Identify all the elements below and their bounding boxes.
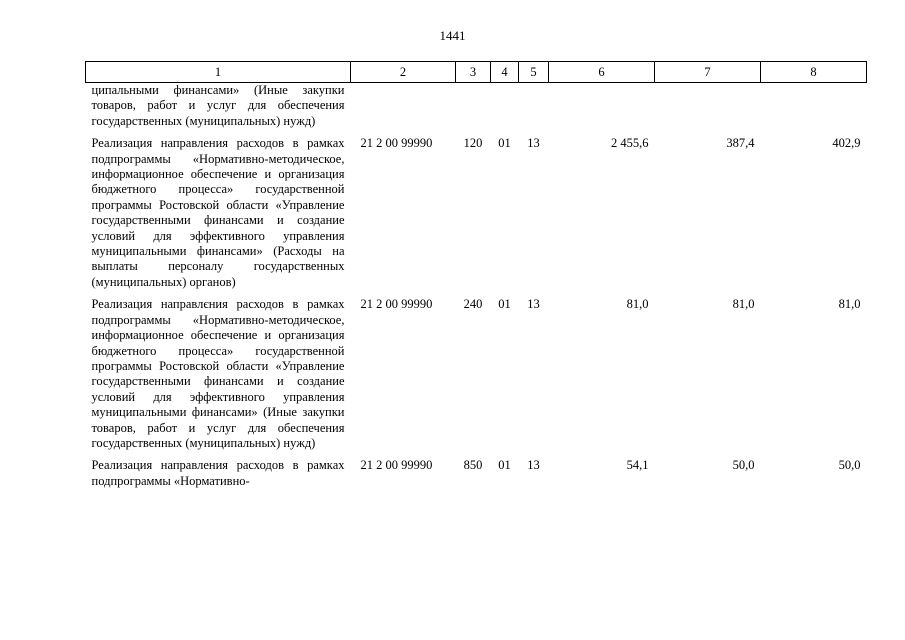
row-amount-3: 50,0 <box>838 458 861 473</box>
header-col-4: 4 <box>491 62 519 83</box>
row-amount-2: 387,4 <box>726 136 755 151</box>
table-row <box>86 83 867 136</box>
row-target-code: 21 2 00 99990 <box>360 297 433 312</box>
row-description: Реализация направлєния расходов в рамках подпрограммы «Нормативно-методическое, информационное обеспечение и организация бюджетного процесса» государственной программы Ростовской области «Управление государственными финансами и создание условий для эффективного управления муниципальными финансами» (Иные закупки товаров, работ и услуг для обеспечения государственных (муниципальных) нужд) <box>91 297 345 450</box>
row-subsection <box>519 83 549 136</box>
row-amount-1: 2 455,6 <box>611 136 649 151</box>
row-target-code: 21 2 00 99990 <box>360 458 433 473</box>
row-amount-1: 54,1 <box>626 458 649 473</box>
row-subsection: 13 <box>527 136 540 151</box>
row-target-code <box>351 83 456 136</box>
row-expense-type: 240 <box>463 297 483 312</box>
row-amount-3 <box>761 83 867 136</box>
table-row <box>86 296 867 457</box>
row-subsection: 13 <box>527 458 540 473</box>
row-amount-2: 81,0 <box>732 297 755 312</box>
header-col-1: 1 <box>86 62 351 83</box>
budget-table <box>85 61 867 489</box>
table-row <box>86 135 867 296</box>
row-section: 01 <box>498 136 511 151</box>
row-amount-2: 50,0 <box>732 458 755 473</box>
row-description: ципальными финансами» (Иные закупки товаров, работ и услуг для обеспечения государственных (муниципальных) нужд) <box>91 83 345 128</box>
row-section: 01 <box>498 297 511 312</box>
row-section: 01 <box>498 458 511 473</box>
header-col-2: 2 <box>351 62 456 83</box>
row-section <box>491 83 519 136</box>
header-col-8: 8 <box>761 62 867 83</box>
row-amount-2 <box>655 83 761 136</box>
row-description: Реализация направления расходов в рамках подпрограммы «Нормативно-методическое, информационное обеспечение и организация бюджетного процесса» государственной программы Ростовской области «Управление государственными финансами и создание условий для эффективного управления муниципальными финансами» (Расходы на выплаты персоналу государственных (муниципальных) органов) <box>91 136 345 289</box>
row-expense-type: 850 <box>463 458 483 473</box>
row-subsection: 13 <box>527 297 540 312</box>
column-number-header <box>86 62 867 83</box>
row-amount-3: 402,9 <box>832 136 861 151</box>
row-amount-1 <box>549 83 655 136</box>
row-target-code: 21 2 00 99990 <box>360 136 433 151</box>
row-description: Реализация направления расходов в рамках подпрограммы «Нормативно- <box>91 458 345 488</box>
header-col-7: 7 <box>655 62 761 83</box>
header-col-6: 6 <box>549 62 655 83</box>
row-amount-3: 81,0 <box>838 297 861 312</box>
row-expense-type <box>456 83 491 136</box>
row-expense-type: 120 <box>463 136 483 151</box>
header-col-5: 5 <box>519 62 549 83</box>
page-number: 1441 <box>439 28 466 43</box>
header-col-3: 3 <box>456 62 491 83</box>
row-amount-1: 81,0 <box>626 297 649 312</box>
table-row <box>86 457 867 489</box>
